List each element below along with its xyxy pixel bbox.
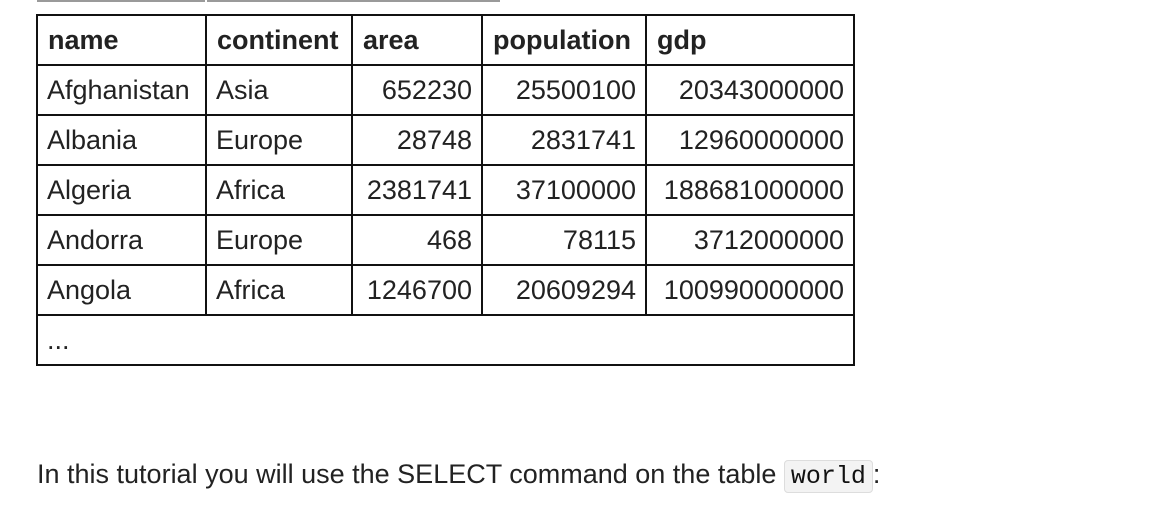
tutorial-intro-text: In this tutorial you will use the SELECT command on the table [37, 459, 784, 489]
cell-name: Afghanistan [37, 65, 206, 115]
cell-continent: Europe [206, 115, 352, 165]
cell-name: Angola [37, 265, 206, 315]
table-row [37, 165, 854, 215]
cell-population: 78115 [482, 215, 646, 265]
table-ellipsis-row [37, 315, 854, 365]
cell-gdp: 188681000000 [646, 165, 854, 215]
cell-continent: Europe [206, 215, 352, 265]
cell-population: 20609294 [482, 265, 646, 315]
table-row [37, 115, 854, 165]
table-name-code: world [784, 460, 873, 493]
cell-name: Andorra [37, 215, 206, 265]
cell-area: 28748 [352, 115, 482, 165]
table-row [37, 265, 854, 315]
top-divider-gap [205, 0, 207, 2]
column-header-gdp: gdp [646, 15, 854, 65]
table-header-row [37, 15, 854, 65]
cell-area: 2381741 [352, 165, 482, 215]
column-header-area: area [352, 15, 482, 65]
table-ellipsis: ... [37, 315, 854, 365]
cell-continent: Asia [206, 65, 352, 115]
cell-gdp: 20343000000 [646, 65, 854, 115]
world-table [36, 14, 855, 366]
cell-population: 2831741 [482, 115, 646, 165]
cell-name: Algeria [37, 165, 206, 215]
top-divider [37, 0, 500, 2]
table-row [37, 215, 854, 265]
cell-continent: Africa [206, 165, 352, 215]
cell-area: 468 [352, 215, 482, 265]
cell-gdp: 100990000000 [646, 265, 854, 315]
tutorial-intro-colon: : [872, 459, 881, 489]
tutorial-intro [37, 456, 880, 495]
cell-name: Albania [37, 115, 206, 165]
column-header-population: population [482, 15, 646, 65]
cell-population: 25500100 [482, 65, 646, 115]
column-header-continent: continent [206, 15, 352, 65]
cell-gdp: 12960000000 [646, 115, 854, 165]
cell-continent: Africa [206, 265, 352, 315]
cell-area: 652230 [352, 65, 482, 115]
table-row [37, 65, 854, 115]
cell-gdp: 3712000000 [646, 215, 854, 265]
cell-population: 37100000 [482, 165, 646, 215]
cell-area: 1246700 [352, 265, 482, 315]
column-header-name: name [37, 15, 206, 65]
